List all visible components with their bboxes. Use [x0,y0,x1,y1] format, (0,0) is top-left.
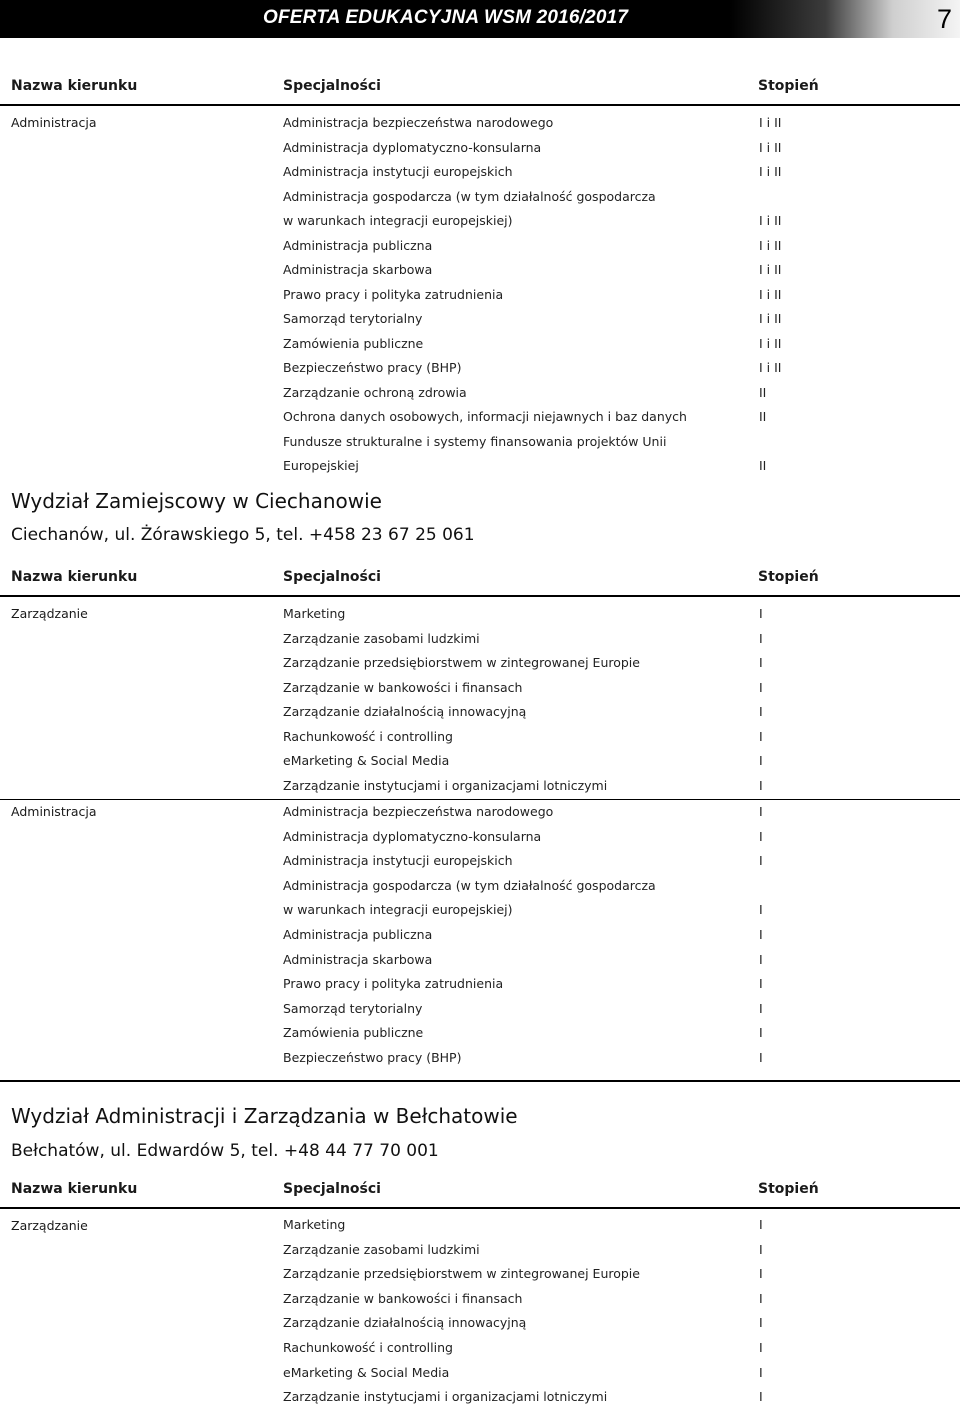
page-header-bar [0,0,960,38]
degree-level: II [759,384,767,400]
degree-level: I [759,1389,763,1405]
specialty-name: Administracja instytucji europejskich [283,853,513,869]
specialty-name: Administracja dyplomatyczno-konsularna [283,828,542,844]
specialty-name: eMarketing & Social Media [283,1364,450,1380]
faculty-title: Wydział Zamiejscowy w Ciechanowie [11,489,382,513]
degree-level: I [759,1217,763,1232]
specialty-name: Administracja dyplomatyczno-konsularna [283,139,542,155]
field-name: Zarządzanie [11,1218,88,1233]
specialty-name: Zarządzanie instytucjami i organizacjami lotniczymi [283,1389,608,1405]
section-divider [0,1080,960,1082]
degree-level: I [759,1241,763,1257]
degree-level: I i II [759,164,782,179]
degree-level: II [759,409,767,424]
column-header-degree: Stopień [758,569,819,585]
column-header-degree: Stopień [758,1181,819,1197]
specialty-name: Ochrona danych osobowych, informacji niejawnych i baz danych [283,409,687,424]
specialty-name: Zarządzanie instytucjami i organizacjami lotniczymi [283,777,608,793]
degree-level: I [759,1000,763,1016]
degree-level: I [759,1340,763,1355]
group-separator [0,799,960,800]
specialty-name: Zarządzanie zasobami ludzkimi [283,1241,480,1257]
specialty-name: Administracja skarbowa [283,951,433,967]
specialty-name: Zarządzanie w bankowości i finansach [283,1290,523,1306]
specialty-name: eMarketing & Social Media [283,753,450,768]
page-header-title: OFERTA EDUKACYJNA WSM 2016/2017 [263,7,629,28]
specialty-name: Zarządzanie przedsiębiorstwem w zintegrowanej Europie [283,1266,640,1282]
specialty-name: Zamówienia publiczne [283,335,424,351]
specialty-name: Zarządzanie przedsiębiorstwem w zintegrowanej Europie [283,655,640,670]
field-name: Administracja [11,804,97,819]
column-header-specialty: Specjalności [283,569,381,585]
faculty-address: Bełchatów, ul. Edwardów 5, tel. +48 44 77 70 001 [11,1141,439,1161]
specialty-name: Europejskiej [283,458,359,473]
specialty-name: Rachunkowość i controlling [283,1340,453,1355]
degree-level: I [759,606,763,621]
degree-level: I i II [759,139,782,155]
faculty-title: Wydział Administracji i Zarządzania w Bełchatowie [11,1104,518,1128]
degree-level: I i II [759,237,782,253]
degree-level: I i II [759,115,782,130]
column-header-field: Nazwa kierunku [11,569,138,585]
degree-level: I [759,902,763,918]
specialty-name: Administracja gospodarcza (w tym działalność gospodarcza [283,877,656,893]
specialty-name: Administracja bezpieczeństwa narodowego [283,115,554,130]
degree-level: I [759,951,763,967]
degree-level: I i II [759,311,782,326]
degree-level: I i II [759,360,782,375]
degree-level: I [759,927,763,942]
specialty-name: Administracja bezpieczeństwa narodowego [283,804,554,819]
specialty-name: Administracja publiczna [283,927,433,942]
specialty-name: Bezpieczeństwo pracy (BHP) [283,360,462,375]
specialty-name: Administracja skarbowa [283,262,433,277]
degree-level: I [759,655,763,670]
specialty-name: Fundusze strukturalne i systemy finansowania projektów Unii [283,433,667,449]
specialty-name: Marketing [283,1217,346,1232]
column-header-specialty: Specjalności [283,78,381,94]
specialty-name: Zarządzanie zasobami ludzkimi [283,630,480,646]
degree-level: I i II [759,262,782,277]
degree-level: I [759,753,763,768]
column-header-degree: Stopień [758,78,819,94]
degree-level: I i II [759,286,782,302]
degree-level: I [759,804,763,819]
specialty-name: Zarządzanie w bankowości i finansach [283,679,523,695]
degree-level: I [759,1364,763,1380]
specialty-name: Samorząd terytorialny [283,311,423,326]
page-number: 7 [937,4,953,34]
specialty-name: Marketing [283,606,346,621]
specialty-name: Zarządzanie działalnością innowacyjną [283,1315,527,1331]
specialty-name: Prawo pracy i polityka zatrudnienia [283,976,504,992]
degree-level: I [759,976,763,992]
column-header-field: Nazwa kierunku [11,1181,138,1197]
specialty-name: Samorząd terytorialny [283,1000,423,1016]
table-header [0,561,960,597]
specialty-name: Rachunkowość i controlling [283,728,453,744]
specialty-name: Bezpieczeństwo pracy (BHP) [283,1050,462,1065]
degree-level: I [759,1025,763,1041]
degree-level: I [759,1050,763,1065]
specialty-name: Zamówienia publiczne [283,1025,424,1041]
degree-level: I [759,630,763,646]
degree-level: I [759,853,763,869]
degree-level: I [759,1266,763,1282]
degree-level: I [759,728,763,744]
degree-level: I i II [759,335,782,351]
specialty-name: Administracja instytucji europejskich [283,164,513,179]
specialty-name: Administracja gospodarcza (w tym działalność gospodarcza [283,188,656,204]
table-header [0,1173,960,1209]
field-name: Zarządzanie [11,606,88,621]
degree-level: I [759,1315,763,1331]
degree-level: I [759,679,763,695]
degree-level: I [759,828,763,844]
specialty-name: Zarządzanie ochroną zdrowia [283,384,467,400]
degree-level: II [759,458,767,473]
faculty-address: Ciechanów, ul. Żórawskiego 5, tel. +458 23 67 25 061 [11,525,475,545]
degree-level: I [759,704,763,719]
specialty-name: w warunkach integracji europejskiej) [283,902,513,918]
specialty-name: w warunkach integracji europejskiej) [283,213,513,228]
specialty-name: Administracja publiczna [283,237,433,253]
degree-level: I [759,777,763,793]
table-header [0,70,960,106]
degree-level: I [759,1290,763,1306]
field-name: Administracja [11,115,97,130]
column-header-field: Nazwa kierunku [11,78,138,94]
specialty-name: Zarządzanie działalnością innowacyjną [283,704,527,719]
degree-level: I i II [759,213,782,228]
column-header-specialty: Specjalności [283,1181,381,1197]
specialty-name: Prawo pracy i polityka zatrudnienia [283,286,504,302]
